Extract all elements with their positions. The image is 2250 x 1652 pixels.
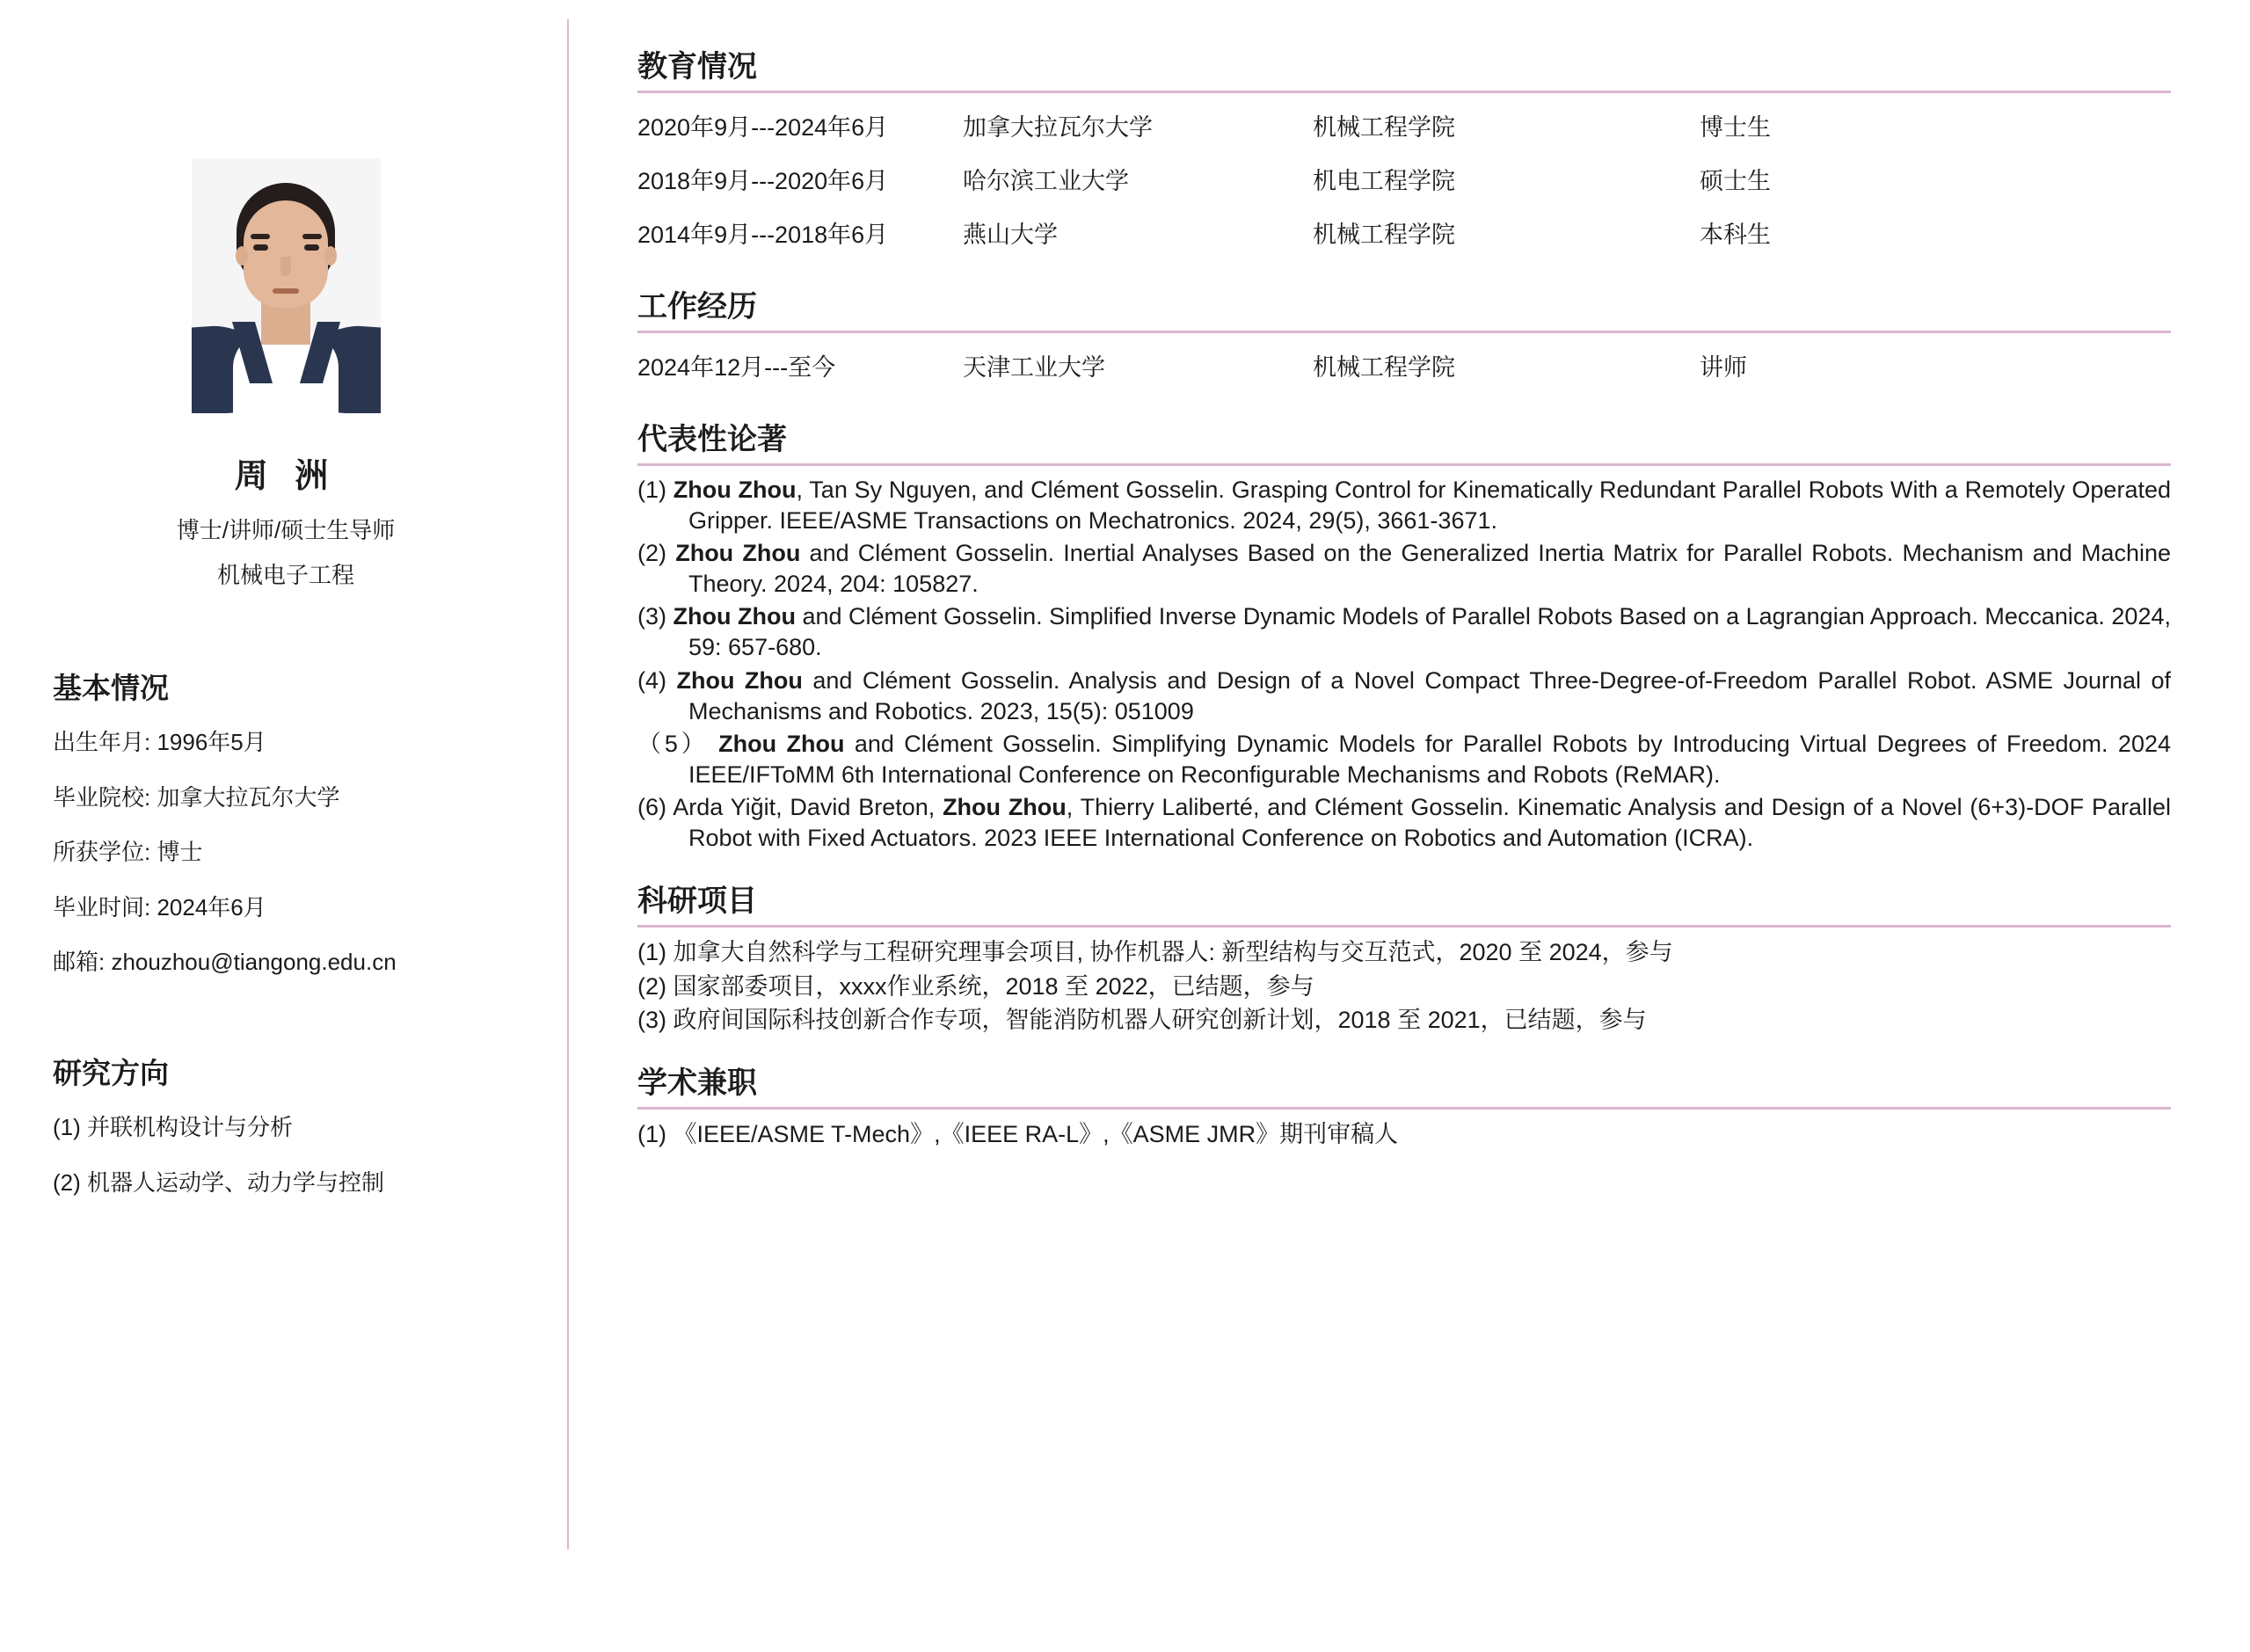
basic-info-degree: 所获学位: 博士: [53, 839, 203, 866]
education-dept: 机械工程学院: [1313, 222, 1455, 248]
publications-rule: [637, 463, 2171, 466]
publication-author-bold: Zhou Zhou: [943, 793, 1067, 820]
basic-info-title: 基本情况: [53, 672, 169, 704]
list-item: (2) 国家部委项目，xxxx作业系统，2018 至 2022，已结题，参与: [637, 972, 1314, 1000]
table-row: [637, 338, 2171, 392]
table-row: [637, 98, 2171, 152]
publication-pre: [666, 477, 674, 503]
table-row: [637, 152, 2171, 206]
publications-title: 代表性论著: [637, 423, 787, 456]
publication-author-bold: Zhou Zhou: [673, 477, 797, 503]
education-rule: [637, 91, 2171, 93]
education-title: 教育情况: [637, 50, 757, 84]
publication-post: , Thierry Laliberté, and Clément Gosselin. Kinematic Analysis and Design of a Novel (6+3)-DOF Parallel Robot with Fixed Actuators. 2023 IEEE International Conference on Robotics and Automation (ICRA).: [688, 793, 2171, 852]
portrait-container: [53, 158, 519, 413]
work-school: 天津工业大学: [963, 354, 1105, 381]
education-dept: 机械工程学院: [1313, 114, 1455, 141]
academic-title: 学术兼职: [637, 1066, 757, 1101]
list-item: [637, 475, 2171, 536]
research-title: 研究方向: [53, 1056, 169, 1089]
publication-post: and Clément Gosselin. Simplifying Dynamic Models for Parallel Robots by Introducing Virtual Degrees of Freedom. 2024 IEEE/IFToMM 6th International Conference on Reconfigurable Mechanisms and Robots (ReMAR).: [688, 730, 2171, 788]
publication-pre: [666, 667, 676, 694]
projects-title: 科研项目: [637, 884, 757, 919]
portrait-ear-left: [236, 246, 248, 266]
main-content: [567, 0, 2250, 1652]
academic-rule: [637, 1107, 2171, 1110]
publication-index: (6): [637, 793, 666, 820]
work-rule: [637, 331, 2171, 333]
publication-post: and Clément Gosselin. Analysis and Design of a Novel Compact Three-Degree-of-Freedom Parallel Robot. ASME Journal of Mechanisms and Robotics. 2023, 15(5): 051009: [688, 666, 2171, 724]
education-date: 2018年9月---2020年6月: [637, 168, 889, 194]
research-item-1: (1) 并联机构设计与分析: [53, 1113, 294, 1140]
list-item: (1) 《IEEE/ASME T-Mech》,《IEEE RA-L》,《ASME JMR》期刊审稿人: [637, 1121, 1399, 1148]
publication-index: (2): [637, 540, 666, 567]
publication-index: (3): [637, 603, 666, 630]
education-date: 2014年9月---2018年6月: [637, 222, 889, 248]
education-date: 2020年9月---2024年6月: [637, 114, 889, 141]
portrait-brow-right: [302, 234, 322, 239]
publication-pre: [666, 603, 674, 630]
publication-author-bold: Zhou Zhou: [673, 603, 796, 630]
education-school: 哈尔滨工业大学: [963, 168, 1129, 194]
education-school: 燕山大学: [963, 222, 1058, 248]
publication-author-bold: Zhou Zhou: [718, 730, 845, 757]
column-divider: [567, 19, 569, 1549]
publication-post: and Clément Gosselin. Inertial Analyses Based on the Generalized Inertia Matrix for Parallel Robots. Mechanism and Machine Theory. 2024, 204: 105827.: [688, 540, 2171, 598]
education-degree: 本科生: [1700, 222, 1771, 248]
list-item: [637, 729, 2171, 790]
portrait-mouth: [273, 288, 299, 294]
portrait-eye-right: [304, 244, 319, 251]
left-sidebar: [0, 0, 567, 1652]
portrait-photo: [192, 158, 381, 413]
publication-author-bold: Zhou Zhou: [675, 540, 801, 567]
person-role: 博士/讲师/硕士生导师: [176, 517, 396, 543]
portrait-nose: [280, 257, 291, 276]
portrait-brow-left: [251, 234, 270, 239]
education-degree: 硕士生: [1700, 168, 1771, 194]
list-item: (3) 政府间国际科技创新合作专项，智能消防机器人研究创新计划，2018 至 2021，已结题，参与: [637, 1007, 1647, 1033]
publication-index: (1): [637, 477, 666, 503]
work-date: 2024年12月---至今: [637, 354, 836, 381]
research-item-2: (2) 机器人运动学、动力学与控制: [53, 1168, 385, 1196]
list-item: [637, 538, 2171, 600]
education-table: [637, 98, 2171, 259]
list-item: [637, 601, 2171, 663]
basic-info-school: 毕业院校: 加拿大拉瓦尔大学: [53, 783, 340, 811]
basic-info-birth: 出生年月: 1996年5月: [53, 729, 266, 755]
portrait-eye-left: [253, 244, 268, 251]
education-school: 加拿大拉瓦尔大学: [963, 114, 1153, 141]
work-table: [637, 338, 2171, 392]
education-degree: 博士生: [1700, 114, 1771, 141]
work-title: 工作经历: [637, 290, 757, 324]
basic-info-graduation-date: 毕业时间: 2024年6月: [53, 893, 266, 921]
projects-rule: [637, 925, 2171, 928]
publication-pre: [666, 540, 675, 566]
publications-list: [637, 475, 2171, 854]
table-row: [637, 206, 2171, 259]
academic-list: [637, 1118, 2171, 1150]
portrait-ear-right: [324, 246, 337, 266]
list-item: [637, 792, 2171, 854]
publication-post: , Tan Sy Nguyen, and Clément Gosselin. Grasping Control for Kinematically Redundant Parallel Robots With a Remotely Operated Gripper. IEEE/ASME Transactions on Mechatronics. 2024, 29(5), 3661-3671.: [688, 477, 2171, 535]
publication-index: （5）: [637, 730, 709, 757]
basic-info-email: 邮箱: zhouzhou@tiangong.edu.cn: [53, 949, 397, 976]
publication-index: (4): [637, 666, 666, 694]
publication-pre: Arda Yiğit, David Breton,: [666, 793, 943, 820]
person-name: 周 洲: [234, 458, 338, 495]
list-item: (1) 加拿大自然科学与工程研究理事会项目, 协作机器人: 新型结构与交互范式，2020 至 2024，参与: [637, 939, 1673, 966]
person-major: 机械电子工程: [216, 562, 354, 588]
publication-author-bold: Zhou Zhou: [676, 666, 803, 694]
projects-list: [637, 936, 2171, 1036]
education-dept: 机电工程学院: [1313, 168, 1455, 194]
publication-pre: [709, 731, 718, 757]
work-title-position: 讲师: [1700, 354, 1747, 381]
publication-post: and Clément Gosselin. Simplified Inverse Dynamic Models of Parallel Robots Based on a Lagrangian Approach. Meccanica. 2024, 59: 657-680.: [688, 603, 2171, 661]
work-dept: 机械工程学院: [1313, 354, 1455, 381]
list-item: [637, 666, 2171, 727]
